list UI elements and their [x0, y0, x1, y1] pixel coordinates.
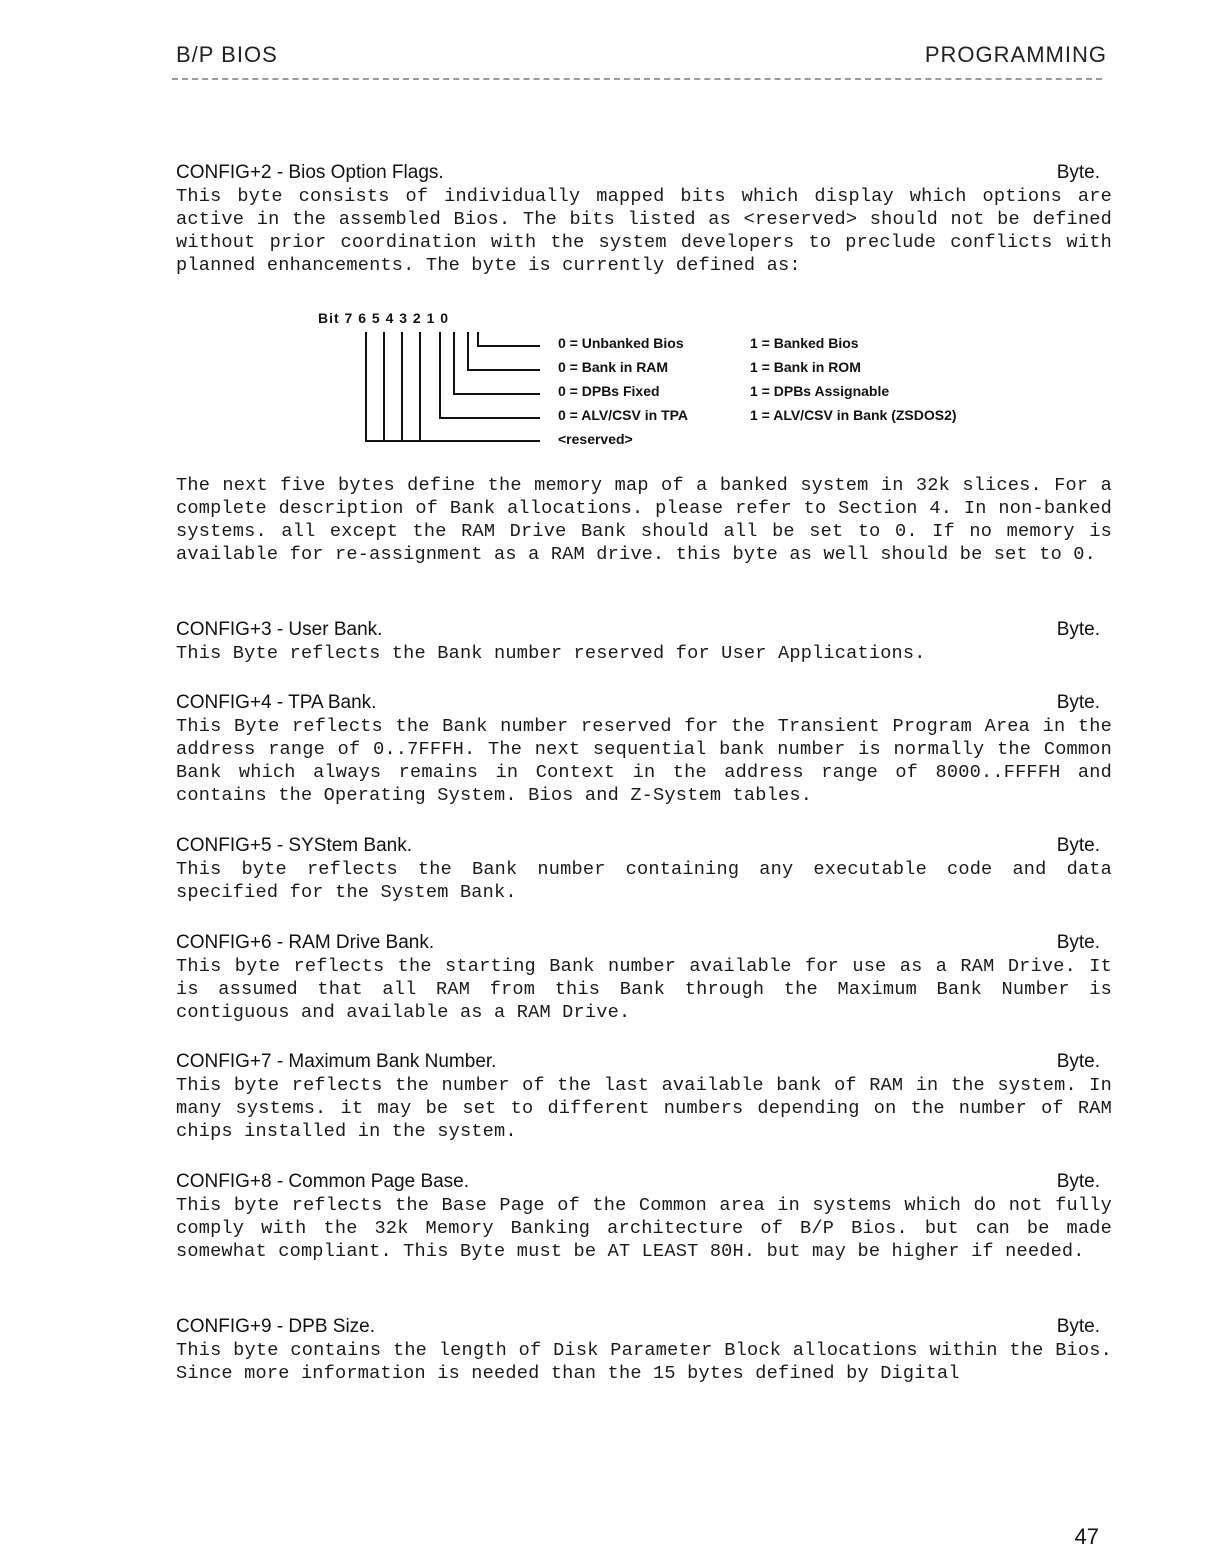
section-title: CONFIG+4 - TPA Bank. — [176, 692, 377, 713]
section-body — [176, 955, 1112, 1024]
bit3-zero: 0 = ALV/CSV in TPA — [558, 407, 689, 423]
section-type: Byte. — [1056, 932, 1100, 953]
section-body — [176, 642, 1112, 665]
bit2-one: 1 = DPBs Assignable — [750, 383, 890, 399]
paragraph: This byte reflects the Base Page of the Common area in systems which do not fully comply with the 32k Memory Banking architecture of B/P Bios. but can be made somewhat compliant. This Byte must be AT LEAST 80H. but may be higher if needed. — [176, 1195, 1112, 1262]
section-config-5 — [176, 833, 1112, 904]
bit0-zero: 0 = Unbanked Bios — [558, 335, 684, 351]
section-config-3 — [176, 617, 1112, 665]
section-heading — [176, 617, 1112, 642]
paragraph: This byte reflects the number of the last available bank of RAM in the system. In many systems. it may be set to different numbers depending on the number of RAM chips installed in the system. — [176, 1075, 1112, 1142]
section-type: Byte. — [1056, 835, 1100, 856]
section-config-9 — [176, 1314, 1112, 1385]
bit2-zero: 0 = DPBs Fixed — [558, 383, 660, 399]
running-header-left: B/P BIOS — [176, 42, 278, 67]
bit0-one: 1 = Banked Bios — [750, 335, 859, 351]
section-body — [176, 1339, 1112, 1385]
paragraph: This byte contains the length of Disk Parameter Block allocations within the Bios. Since more information is needed than the 15 bytes defined by Digital — [176, 1340, 1112, 1384]
section-type: Byte. — [1056, 1171, 1100, 1192]
section-type: Byte. — [1056, 1316, 1100, 1337]
running-header-right: PROGRAMMING — [924, 42, 1107, 67]
section-title: CONFIG+8 - Common Page Base. — [176, 1171, 470, 1192]
section-config-7 — [176, 1049, 1112, 1143]
paragraph: The next five bytes define the memory map of a banked system in 32k slices. For a complete description of Bank allocations. please refer to Section 4. In non-banked systems. all except the RAM Drive Bank should all be set to 0. If no memory is available for re-assignment as a RAM drive. this byte as well should be set to 0. — [176, 475, 1112, 565]
section-body — [176, 1194, 1112, 1263]
paragraph: This byte reflects the starting Bank number available for use as a RAM Drive. It is assumed that all RAM from this Bank through the Maximum Bank Number is contiguous and available as a RAM Drive. — [176, 956, 1112, 1023]
bit1-one: 1 = Bank in ROM — [750, 359, 861, 375]
paragraph: This byte consists of individually mapped bits which display which options are active in the assembled Bios. The bits listed as <reserved> should not be defined without prior coordination with the system developers to preclude conflicts with planned enhancements. The byte is currently defined as: — [176, 186, 1112, 276]
bits-reserved: <reserved> — [558, 431, 633, 447]
bit-label: Bit 7 6 5 4 3 2 1 0 — [318, 310, 450, 326]
section-type: Byte. — [1056, 692, 1100, 713]
bit3-one: 1 = ALV/CSV in Bank (ZSDOS2) — [750, 407, 957, 423]
section-type: Byte. — [1056, 162, 1100, 183]
section-heading — [176, 1049, 1112, 1074]
section-body — [176, 715, 1112, 807]
section-title: CONFIG+2 - Bios Option Flags. — [176, 162, 444, 183]
section-type: Byte. — [1056, 1051, 1100, 1072]
bit1-zero: 0 = Bank in RAM — [558, 359, 669, 375]
header-rule — [172, 78, 1102, 80]
section-title: CONFIG+3 - User Bank. — [176, 619, 383, 640]
section-body — [176, 858, 1112, 904]
section-type: Byte. — [1056, 619, 1100, 640]
section-config-8 — [176, 1169, 1112, 1263]
section-heading — [176, 690, 1112, 715]
section-body — [176, 474, 1112, 566]
section-config-6 — [176, 930, 1112, 1024]
bit-connector-lines — [318, 310, 558, 460]
bit-flag-diagram — [318, 310, 1078, 460]
section-memory-map — [176, 474, 1112, 566]
section-config-4 — [176, 690, 1112, 807]
section-title: CONFIG+7 - Maximum Bank Number. — [176, 1051, 497, 1072]
section-heading — [176, 1169, 1112, 1194]
section-heading — [176, 160, 1112, 185]
section-title: CONFIG+6 - RAM Drive Bank. — [176, 932, 435, 953]
page-number: 47 — [1074, 1524, 1099, 1549]
section-heading — [176, 1314, 1112, 1339]
section-heading — [176, 930, 1112, 955]
section-body — [176, 185, 1112, 277]
section-title: CONFIG+9 - DPB Size. — [176, 1316, 376, 1337]
section-heading — [176, 833, 1112, 858]
paragraph: This Byte reflects the Bank number reserved for the Transient Program Area in the address range of 0..7FFFH. The next sequential bank number is normally the Common Bank which always remains in Context in the address range of 8000..FFFFH and contains the Operating System. Bios and Z-System tables. — [176, 716, 1112, 806]
paragraph: This byte reflects the Bank number containing any executable code and data specified for the System Bank. — [176, 859, 1112, 903]
paragraph: This Byte reflects the Bank number reserved for User Applications. — [176, 643, 926, 664]
section-body — [176, 1074, 1112, 1143]
section-config-2 — [176, 160, 1112, 277]
section-title: CONFIG+5 - SYStem Bank. — [176, 835, 412, 856]
